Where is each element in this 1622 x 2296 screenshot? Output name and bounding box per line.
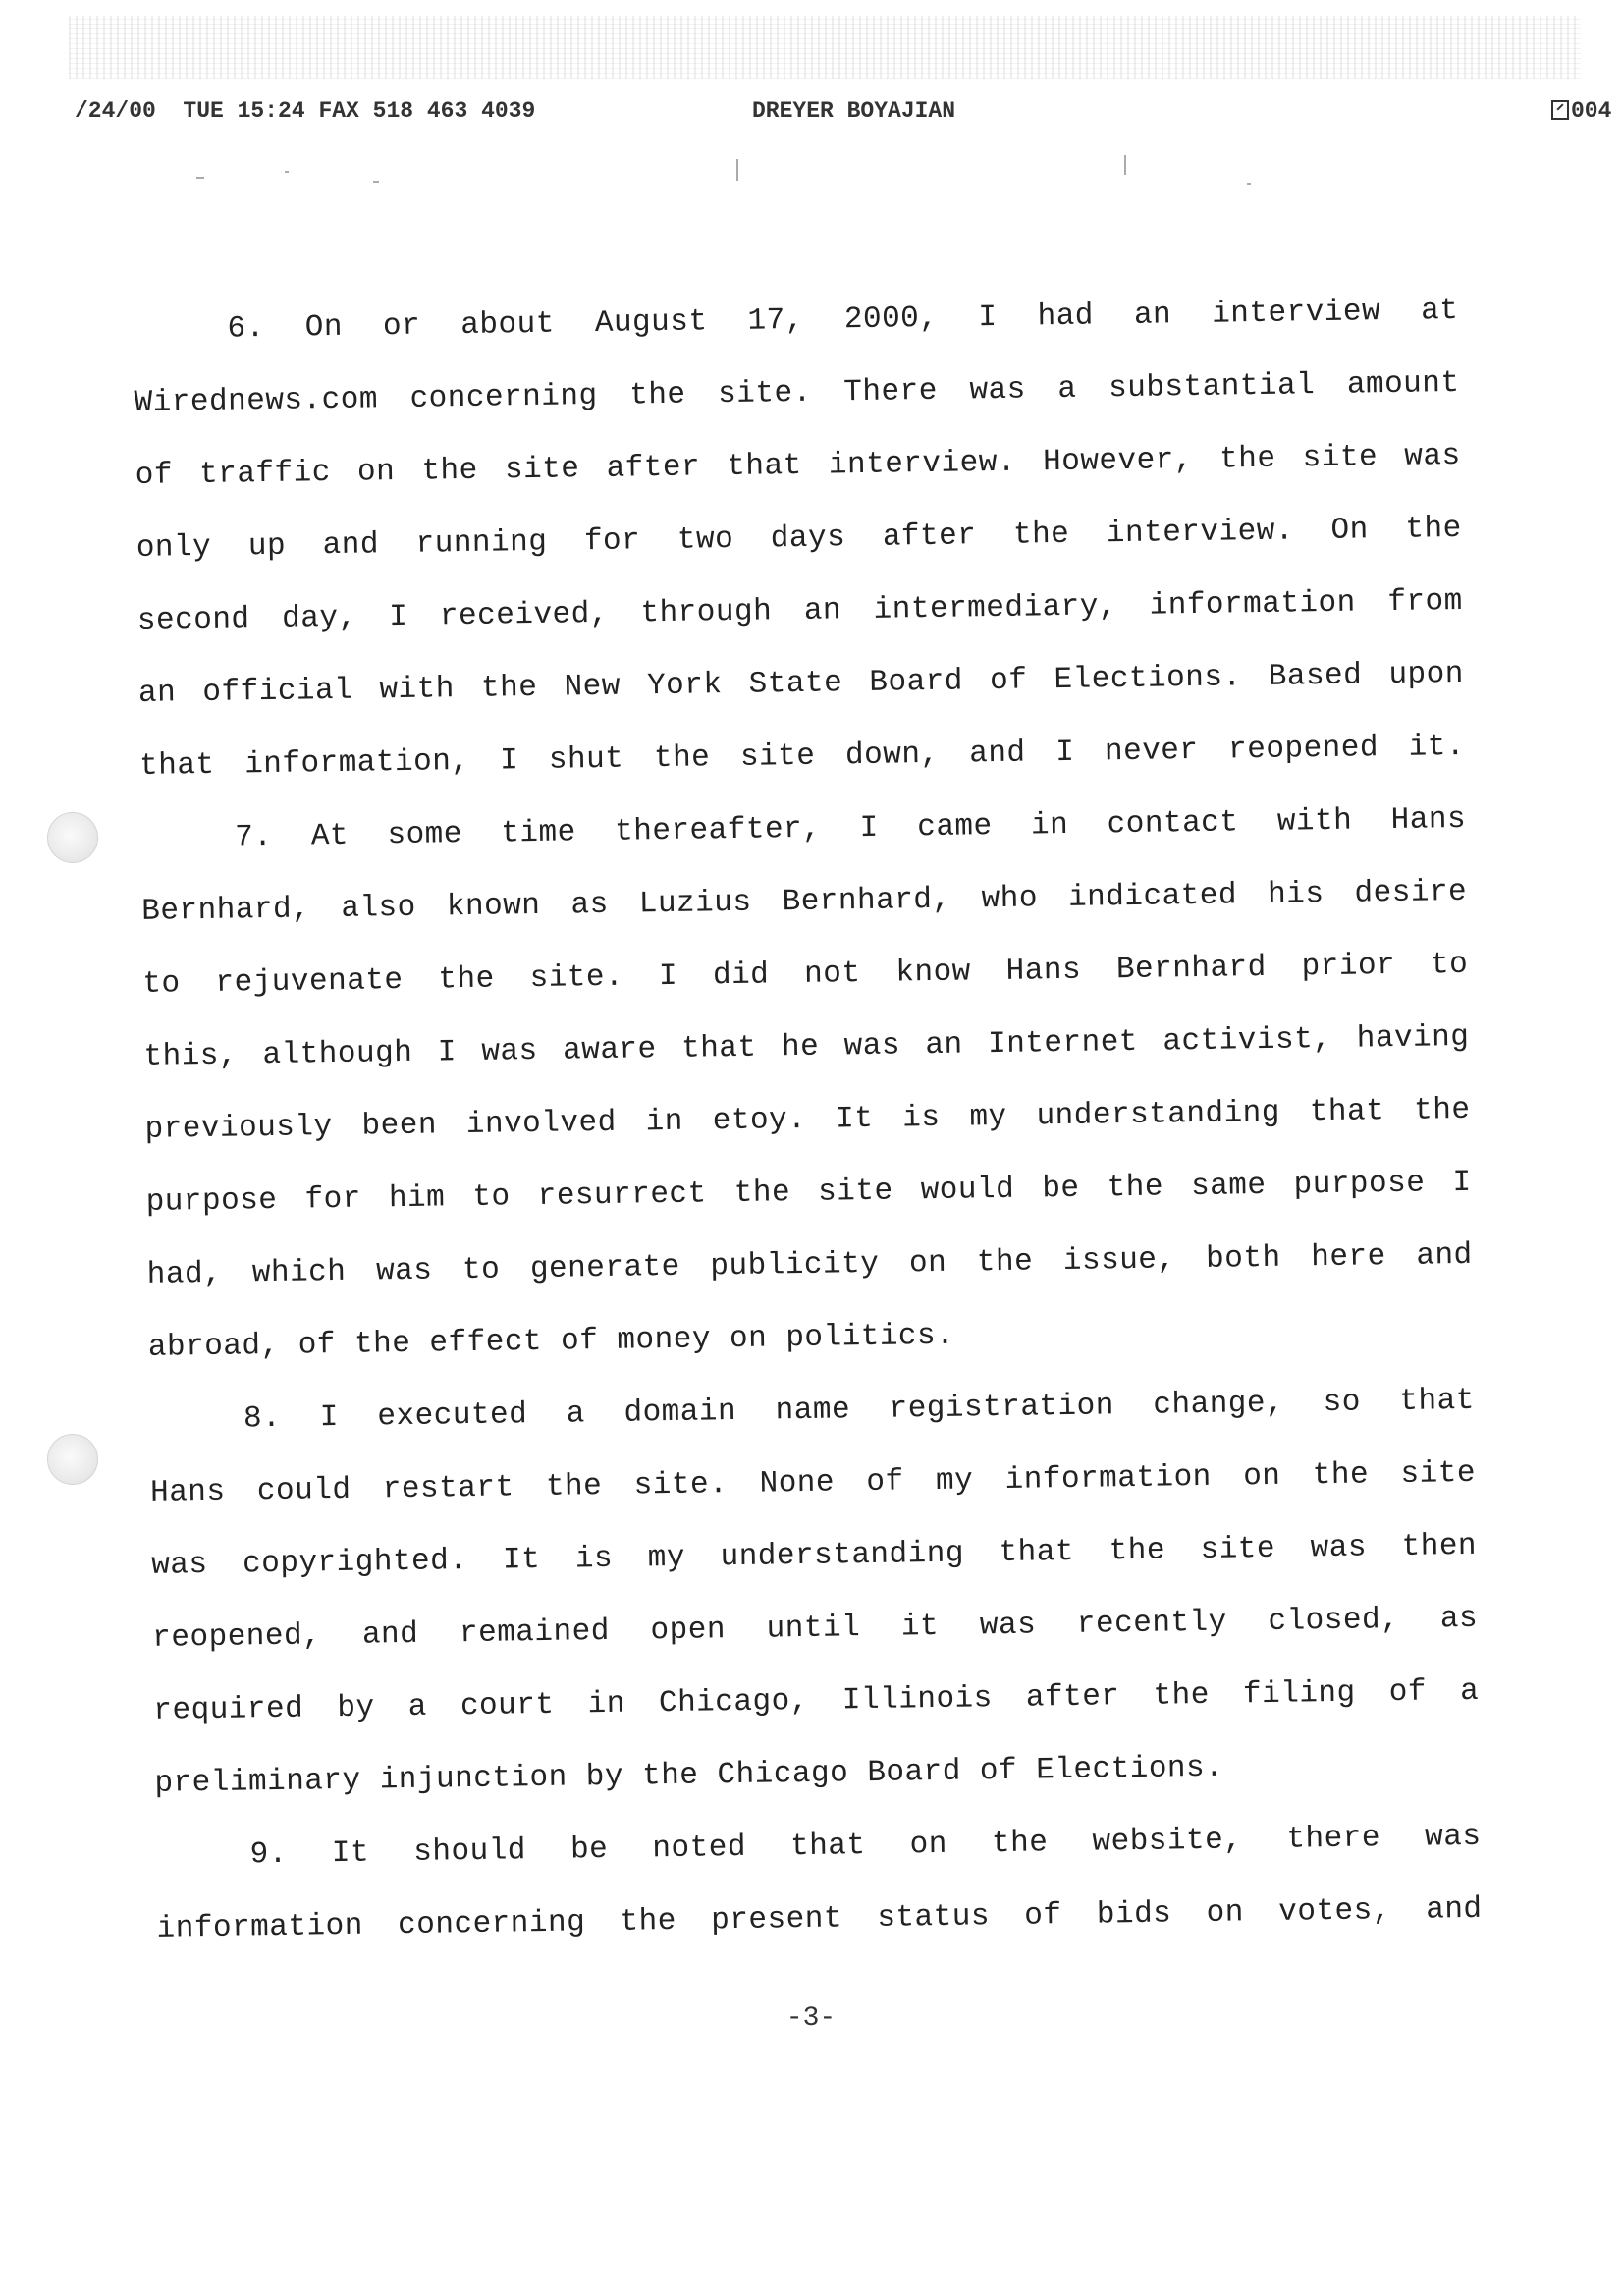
paragraph-7-line-1: 7. At some time thereafter, I came in contact with Hans <box>234 801 1467 855</box>
paragraph-8-line-5: required by a court in Chicago, Illinois after the filing of a <box>153 1673 1480 1728</box>
paragraph-7-line-4: this, although I was aware that he was an Internet activist, having <box>143 1019 1470 1074</box>
paragraph-8-line-3: was copyrighted. It is my understanding that the site was then <box>150 1528 1478 1583</box>
page-number: -3- <box>785 2003 837 2034</box>
paragraph-6-line-5: second day, I received, through an intermediary, information from <box>136 583 1464 638</box>
paragraph-6-line-3: of traffic on the site after that interview. However, the site was <box>135 438 1461 493</box>
fax-noise-strip <box>69 16 1581 79</box>
paragraph-7-line-8: abroad, of the effect of money on politics. <box>147 1318 955 1365</box>
paragraph-8-line-2: Hans could restart the site. None of my information on the site <box>149 1455 1477 1510</box>
scan-artifacts <box>196 147 1276 187</box>
paragraph-6-line-7: that information, I shut the site down, and I never reopened it. <box>138 729 1466 784</box>
paragraph-7-line-3: to rejuvenate the site. I did not know Hans Bernhard prior to <box>142 947 1469 1002</box>
fax-page-icon <box>1551 100 1569 120</box>
punch-hole-bottom <box>47 1434 98 1485</box>
fax-page-number: 004 <box>1571 98 1612 124</box>
paragraph-7-line-6: purpose for him to resurrect the site would be the same purpose I <box>145 1165 1472 1220</box>
paragraph-8-line-1: 8. I executed a domain name registration change, so that <box>243 1383 1476 1437</box>
paragraph-8-line-6: preliminary injunction by the Chicago Board of Elections. <box>154 1750 1224 1801</box>
paragraph-9-line-1: 9. It should be noted that on the website, there was <box>249 1819 1482 1873</box>
punch-hole-top <box>47 812 98 863</box>
paragraph-7-line-2: Bernhard, also known as Luzius Bernhard, who indicated his desire <box>141 874 1468 929</box>
paragraph-6-line-1: 6. On or about August 17, 2000, I had an interview at <box>227 293 1459 347</box>
fax-header <box>75 98 1612 137</box>
paragraph-7-line-5: previously been involved in etoy. It is my understanding that the <box>144 1092 1471 1147</box>
fax-page-indicator <box>1551 98 1612 124</box>
paragraph-8-line-4: reopened, and remained open until it was recently closed, as <box>152 1601 1479 1656</box>
affidavit-body <box>133 275 1483 1966</box>
paragraph-9-line-2: information concerning the present status of bids on votes, and <box>156 1891 1483 1946</box>
paragraph-6-line-6: an official with the New York State Board of Elections. Based upon <box>137 656 1465 711</box>
fax-date-time: /24/00 TUE 15:24 FAX 518 463 4039 <box>75 98 536 124</box>
paragraph-6-line-4: only up and running for two days after the interview. On the <box>135 511 1462 566</box>
paragraph-6-line-2: Wirednews.com concerning the site. There was a substantial amount <box>134 365 1460 420</box>
paragraph-7-line-7: had, which was to generate publicity on the issue, both here and <box>146 1237 1473 1292</box>
fax-sender: DREYER BOYAJIAN <box>752 98 956 124</box>
